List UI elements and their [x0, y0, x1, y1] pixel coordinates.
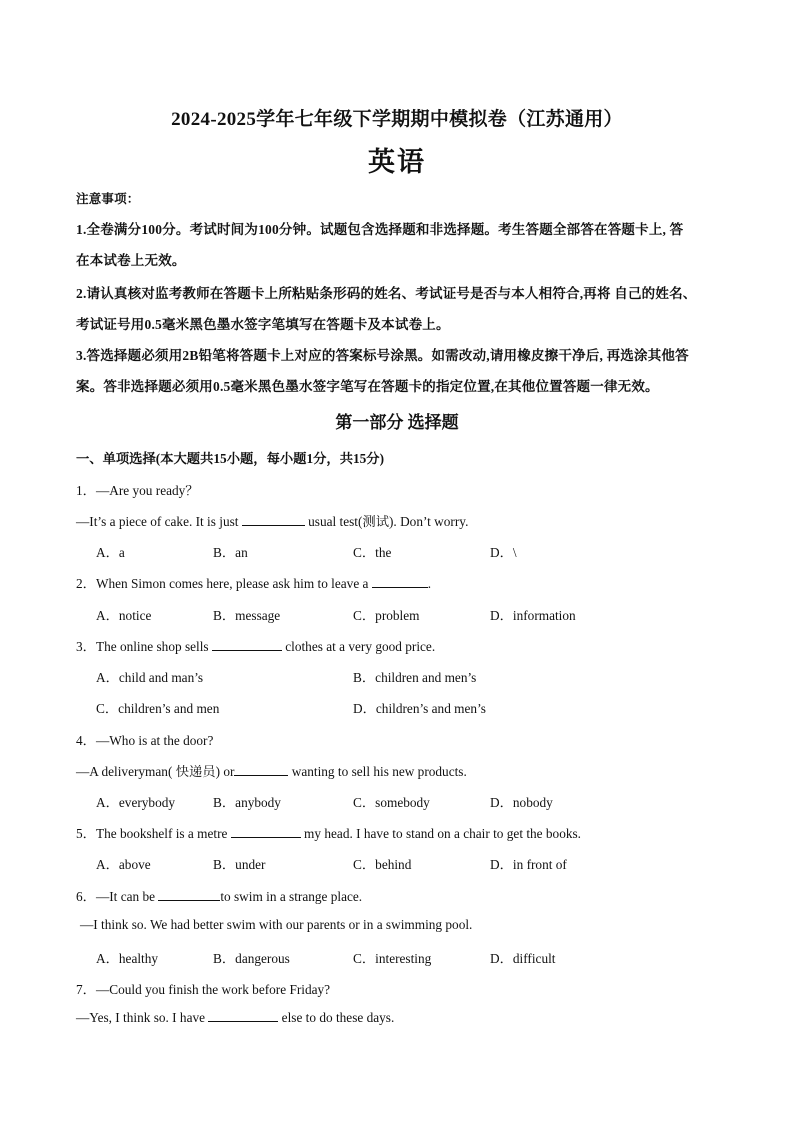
question-2	[76, 573, 726, 592]
q5-option-d: D．in front of	[490, 857, 567, 872]
q6-text-before: 6．—It can be	[76, 889, 159, 904]
notice-item-1-line-2: 在本试卷上无效。	[76, 253, 186, 268]
q4-option-a: A．everybody	[96, 795, 176, 810]
question-4: 4．—Who is at the door?	[76, 733, 214, 748]
q3-option-d: D．children’s and men’s	[353, 701, 486, 716]
q2-text-after: .	[427, 576, 432, 591]
question-7: 7．—Could you finish the work before Friday?	[76, 982, 331, 997]
answer-blank	[231, 826, 301, 838]
question-3	[76, 636, 726, 655]
q3-option-c: C．children’s and men	[96, 701, 220, 716]
q6-option-c: C．interesting	[353, 951, 432, 966]
q2-text-before: 2．When Simon comes here, please ask him to leave a	[76, 576, 372, 591]
q2-option-c: C．problem	[353, 608, 420, 623]
q1-option-d: D．\	[490, 545, 517, 560]
exam-title: 2024-2025学年七年级下学期期中模拟卷（江苏通用）	[171, 109, 623, 130]
q5-text-before: 5．The bookshelf is a metre	[76, 826, 231, 841]
q7-text-after: else to do these days.	[278, 1010, 395, 1025]
question-4-line-2	[76, 761, 726, 780]
q4-option-b: B．anybody	[213, 795, 281, 810]
question-7-line-2	[76, 1010, 726, 1026]
q4-option-c: C．somebody	[353, 795, 430, 810]
q5-option-c: C．behind	[353, 857, 412, 872]
q4-text-before: —A deliveryman( 快递员) or	[76, 764, 235, 779]
notice-item-2-line-1: 2.请认真核对监考教师在答题卡上所粘贴条形码的姓名、考试证号是否与本人相符合,再将 自己的姓名、	[76, 286, 697, 301]
answer-blank	[242, 514, 305, 526]
q3-option-a: A．child and man’s	[96, 670, 204, 685]
q1-option-a: A．a	[96, 545, 125, 560]
answer-blank	[212, 639, 282, 651]
q1-text-after: usual test(测试). Don’t worry.	[304, 514, 469, 529]
notice-item-3-line-1: 3.答选择题必须用2B铅笔将答题卡上对应的答案标号涂黑。如需改动,请用橡皮擦干净后, 再选涂其他答	[76, 348, 689, 363]
part-1-title: 第一部分 选择题	[335, 413, 459, 432]
notice-item-1-line-1: 1.全卷满分100分。考试时间为100分钟。试题包含选择题和非选择题。考生答题全部答在答题卡上, 答	[76, 222, 684, 237]
answer-blank	[372, 576, 428, 588]
q3-text-after: clothes at a very good price.	[281, 639, 436, 654]
question-6	[76, 886, 726, 905]
q7-text-before: —Yes, I think so. I have	[76, 1010, 209, 1025]
q4-option-d: D．nobody	[490, 795, 553, 810]
question-6-line-2: —I think so. We had better swim with our parents or in a swimming pool.	[80, 917, 473, 932]
q6-text-after: to swim in a strange place.	[220, 889, 363, 904]
q3-text-before: 3．The online shop sells	[76, 639, 212, 654]
q5-text-after: my head. I have to stand on a chair to get the books.	[300, 826, 582, 841]
answer-blank	[234, 764, 288, 776]
q1-text-before: —It’s a piece of cake. It is just	[76, 514, 242, 529]
q4-text-after: wanting to sell his new products.	[288, 764, 467, 779]
q2-option-d: D．information	[490, 608, 576, 623]
section-heading: 一、单项选择(本大题共15小题，每小题1分，共15分)	[76, 451, 385, 466]
q6-option-a: A．healthy	[96, 951, 159, 966]
answer-blank	[208, 1010, 278, 1022]
notice-item-2-line-2: 考试证号用0.5毫米黑色墨水签字笔填写在答题卡及本试卷上。	[76, 317, 450, 332]
q5-option-b: B．under	[213, 857, 266, 872]
question-1-line-2	[76, 511, 726, 530]
q6-option-d: D．difficult	[490, 951, 556, 966]
question-5	[76, 823, 726, 842]
q3-option-b: B．children and men’s	[353, 670, 477, 685]
subject-title: 英语	[368, 147, 426, 177]
q5-option-a: A．above	[96, 857, 151, 872]
notice-item-3-line-2: 案。答非选择题必须用0.5毫米黑色墨水签字笔写在答题卡的指定位置,在其他位置答题一律无效。	[76, 379, 659, 394]
q6-option-b: B．dangerous	[213, 951, 290, 966]
question-1: 1．—Are you ready？	[76, 483, 199, 498]
q1-option-b: B．an	[213, 545, 248, 560]
answer-blank	[158, 889, 220, 901]
notice-heading: 注意事项：	[76, 192, 140, 206]
q2-option-b: B．message	[213, 608, 281, 623]
q2-option-a: A．notice	[96, 608, 152, 623]
q1-option-c: C．the	[353, 545, 392, 560]
